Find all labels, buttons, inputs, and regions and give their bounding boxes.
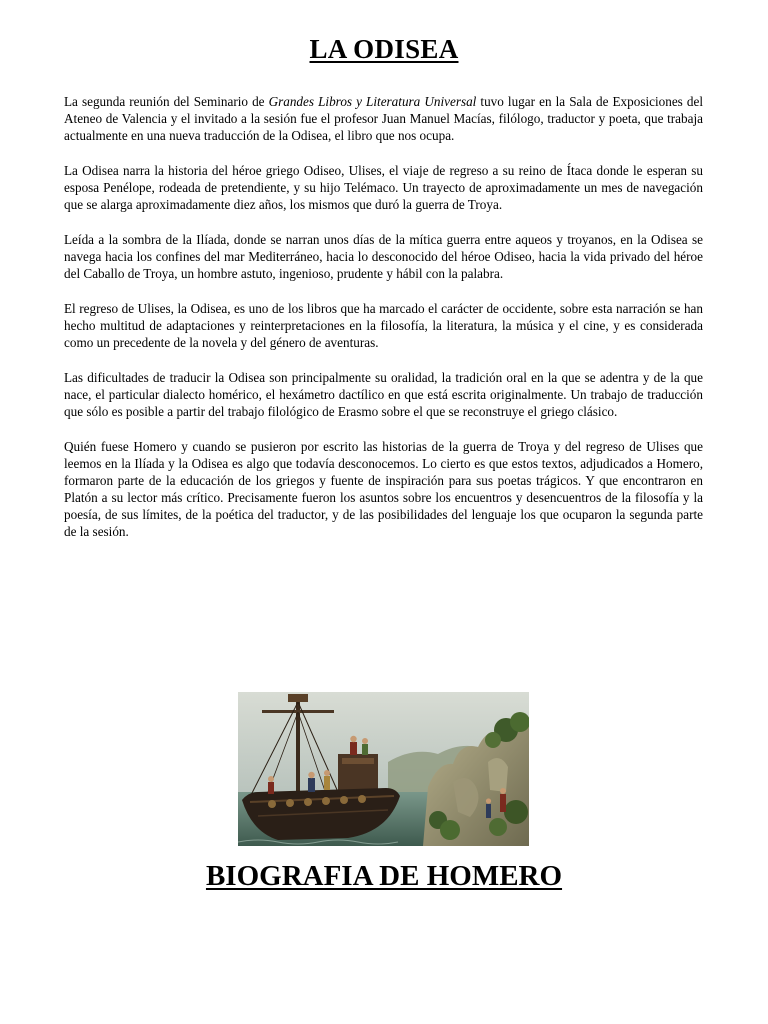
paragraph-1-before: La segunda reunión del Seminario de [64,94,269,109]
paragraph-1-after: tuvo lugar en la Sala de Exposiciones del Ateneo de Valencia y el invitado a la sesión fue el profesor Juan Manuel Macías, filólogo, traductor y poeta, que trabaja actualmente en una nueva traducción de la Odisea, el libro que nos ocupa. [64,94,703,143]
section-title: BIOGRAFIA DE HOMERO [205,860,563,892]
seminar-name-emphasis: Grandes Libros y Literatura Universal [268,94,477,109]
paragraph-2: La Odisea narra la historia del héroe griego Odiseo, Ulises, el viaje de regreso a su reino de Ítaca donde le esperan su esposa Penélope, rodeada de pretendiente, y su hijo Telémaco. Un trayecto de aproximadamente un mes de navegación que se alarga aproximadamente diez años, los mismos que duró la guerra de Troya. [64,163,703,212]
odyssey-painting [238,692,529,846]
page-title: LA ODISEA [309,34,459,64]
ship-painting-illustration [238,692,529,846]
article-body [64,93,703,558]
paragraph-1 [64,93,703,144]
paragraph-4: El regreso de Ulises, la Odisea, es uno de los libros que ha marcado el carácter de occidente, sobre esta narración se han hecho multitud de adaptaciones y reinterpretaciones en la filosofía, la literatura, la música y el cine, y es considerada como un precedente de la novela y del género de aventuras. [64,301,703,350]
paragraph-3: Leída a la sombra de la Ilíada, donde se narran unos días de la mítica guerra entre aqueos y troyanos, en la Odisea se navega hacia los confines del mar Mediterráneo, hacia lo desconocido del héroe Odiseo, hacia la vida privado del héroe del Caballo de Troya, un hombre astuto, ingenioso, prudente y hábil con la palabra. [64,232,703,281]
paragraph-6: Quién fuese Homero y cuando se pusieron por escrito las historias de la guerra de Troya y del regreso de Ulises que leemos en la Ilíada y la Odisea es algo que todavía desconocemos. Lo cierto es que estos textos, adjudicados a Homero, formaron parte de la educación de los griegos y fuente de inspiración para sus poetas trágicos. Y que encontraron en Platón a su lector más crítico. Precisamente fueron los asuntos sobre los encuentros y desencuentros de la filosofía y la poesía, de sus límites, de la poética del traductor, y de las posibilidades del lenguaje los que ocuparon la segunda parte de la sesión. [64,439,703,539]
paragraph-5: Las dificultades de traducir la Odisea son principalmente su oralidad, la tradición oral en la que se adentra y de la que nace, el particular dialecto homérico, el hexámetro dactílico en que está escrita originalmente. Un trabajo de traducción que sólo es posible a partir del trabajo filológico de Erasmo sobre el que se reconstruye el griego clásico. [64,370,703,419]
